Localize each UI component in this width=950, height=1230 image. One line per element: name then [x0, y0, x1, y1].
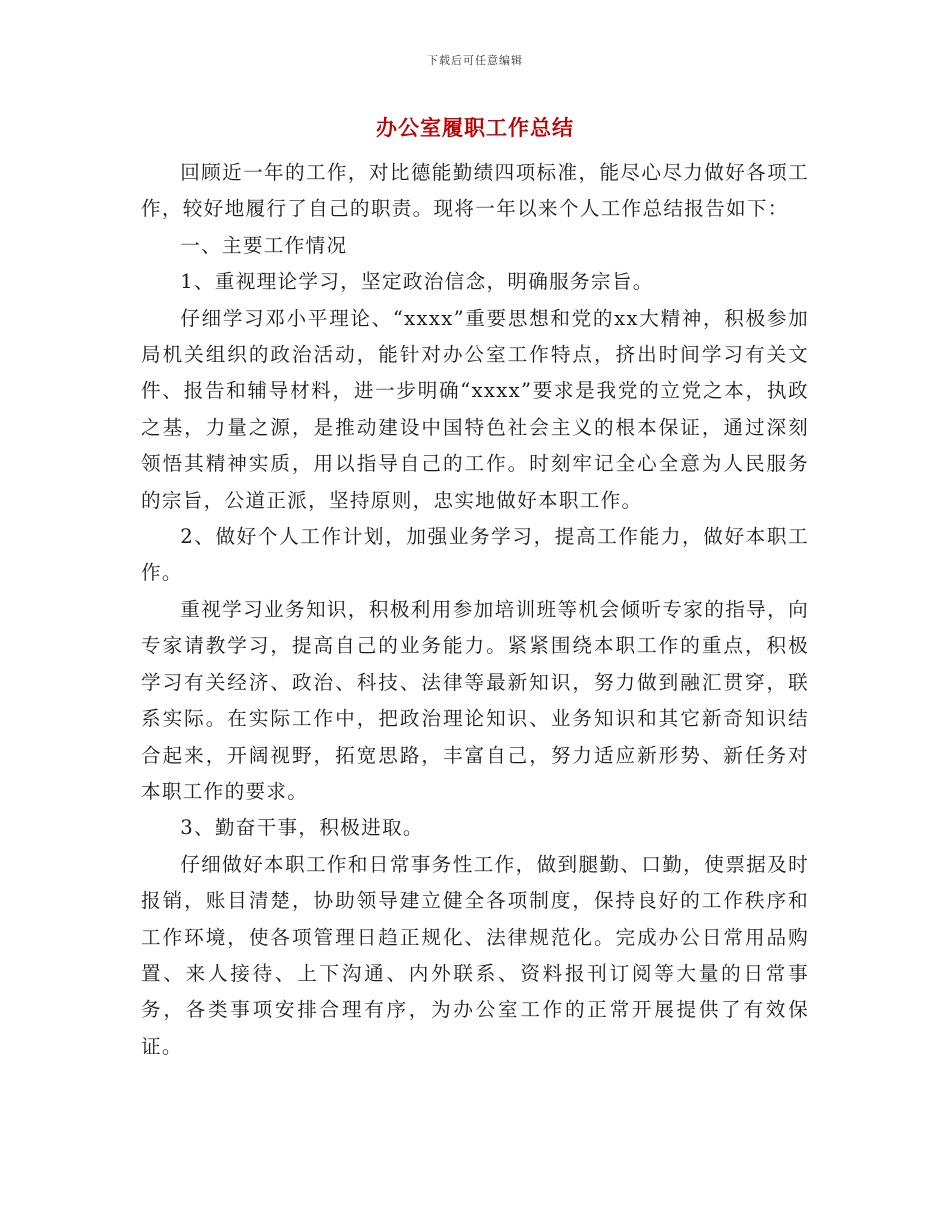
paragraph-diligence: 仔细做好本职工作和日常事务性工作，做到腿勤、口勤，使票据及时报销，账目清楚，协助领导建立健全各项制度，保持良好的工作秩序和工作环境，使各项管理日趋正规化、法律规范化。完成办公日常用品购置、来人接待、上下沟通、内外联系、资料报刊订阅等大量的日常事务，各类事项安排合理有序，为办公室工作的正常开展提供了有效保证。 [141, 852, 809, 1058]
header-note: 下载后可任意编辑 [427, 54, 523, 67]
paragraph-work-plan: 重视学习业务知识，积极利用参加培训班等机会倾听专家的指导，向专家请教学习，提高自己的业务能力。紧紧围绕本职工作的重点，积极学习有关经济、政治、科技、法律等最新知识，努力做到融汇贯穿，联系实际。在实际工作中，把政治理论知识、业务知识和其它新奇知识结合起来，开阔视野，拓宽思路，丰富自己，努力适应新形势、新任务对本职工作的要求。 [141, 597, 809, 803]
paragraph-theory-study: 仔细学习邓小平理论、“xxxx”重要思想和党的xx大精神，积极参加局机关组织的政治活动，能针对办公室工作特点，挤出时间学习有关文件、报告和辅导材料，进一步明确“xxxx”要求是我党的立党之本，执政之基，力量之源，是推动建设中国特色社会主义的根本保证，通过深刻领悟其精神实质，用以指导自己的工作。时刻牢记全心全意为人民服务的宗旨，公道正派，坚持原则，忠实地做好本职工作。 [141, 306, 809, 512]
subheading-theory-study: 1、重视理论学习，坚定政治信念，明确服务宗旨。 [180, 270, 654, 294]
document-body [141, 155, 809, 1065]
subheading-diligence: 3、勤奋干事，积极进取。 [180, 816, 424, 840]
subheading-work-plan: 2、做好个人工作计划，加强业务学习，提高工作能力，做好本职工作。 [141, 525, 809, 585]
document-title: 办公室履职工作总结 [376, 115, 574, 140]
paragraph-intro: 回顾近一年的工作，对比德能勤绩四项标准，能尽心尽力做好各项工作，较好地履行了自己的职责。现将一年以来个人工作总结报告如下： [141, 161, 809, 221]
section-heading-main-work: 一、主要工作情况 [180, 233, 348, 257]
